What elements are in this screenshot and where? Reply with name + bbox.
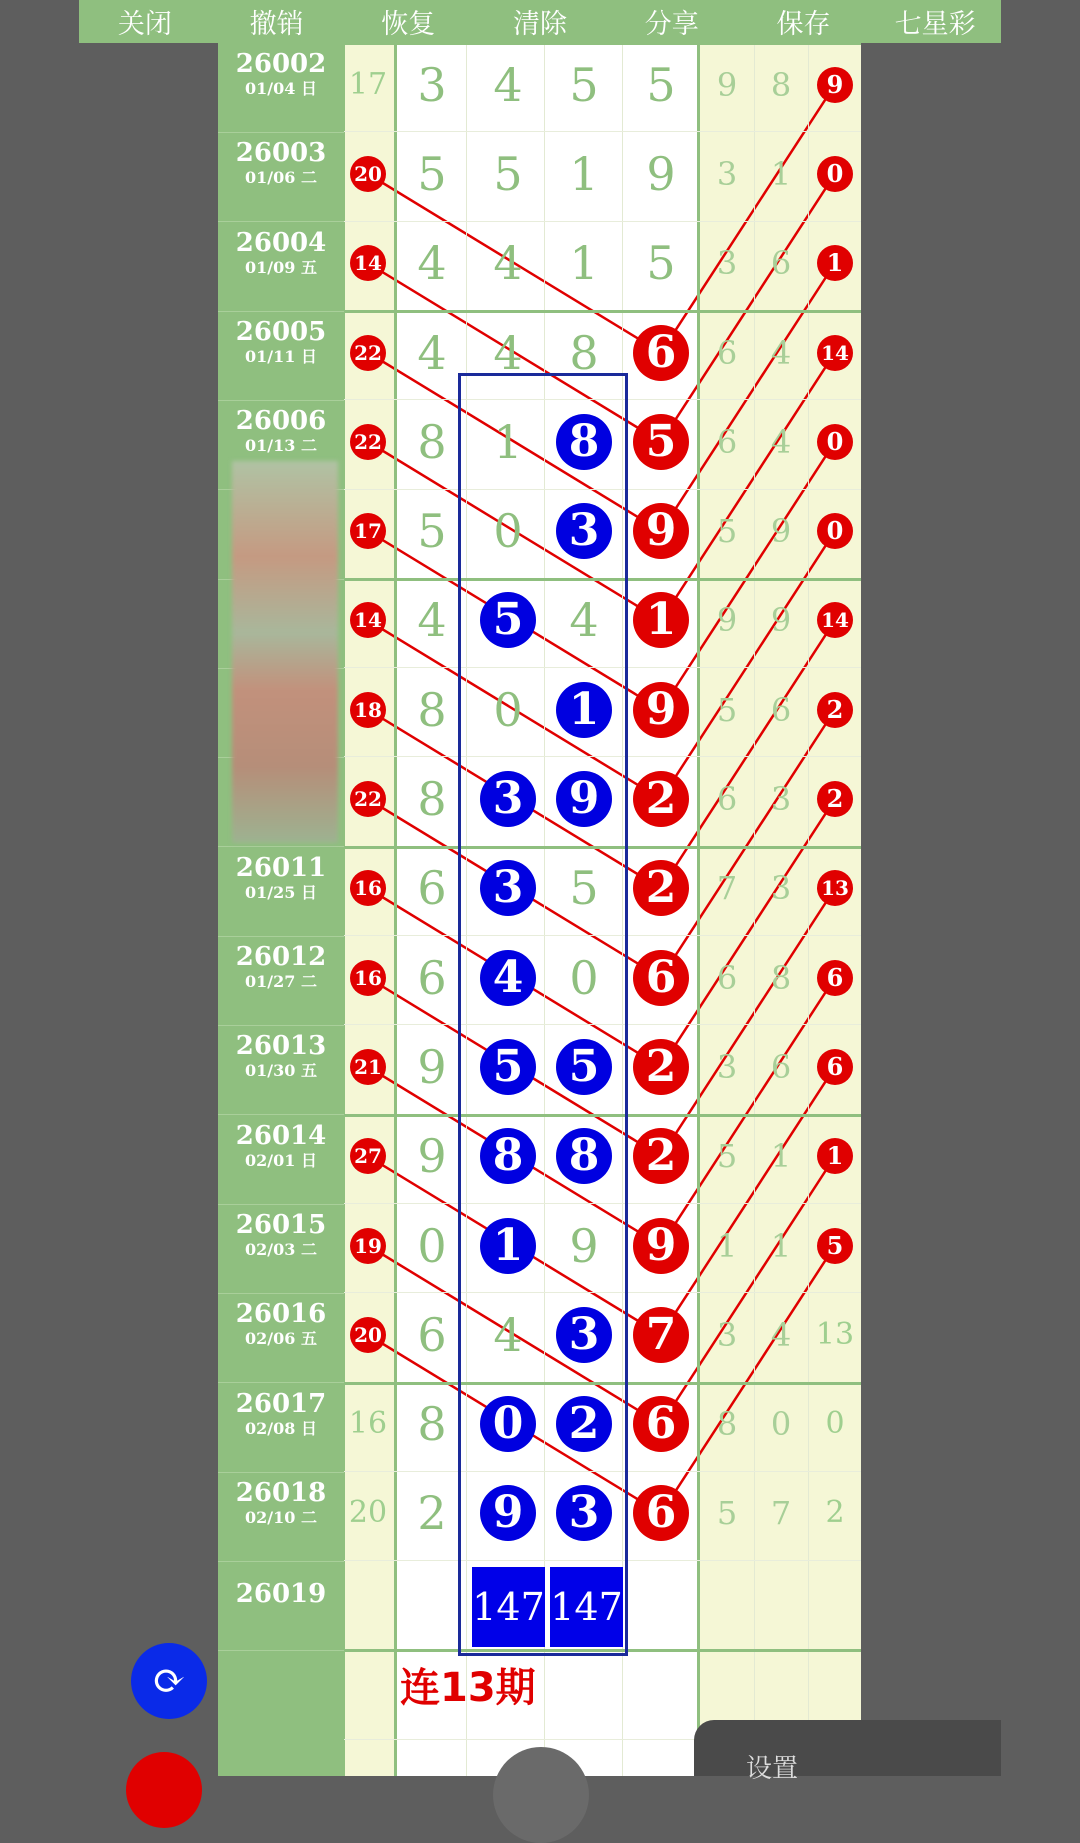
ball-last[interactable]: 6 bbox=[817, 960, 853, 996]
issue-cell bbox=[218, 311, 344, 401]
issue-number: 26012 bbox=[235, 942, 327, 972]
grid-hline bbox=[344, 131, 861, 132]
ball-d3[interactable]: 8 bbox=[556, 1128, 612, 1184]
ball-last[interactable]: 14 bbox=[817, 335, 853, 371]
cell-t1[interactable]: 6 bbox=[716, 958, 738, 997]
cell-d1[interactable]: 0 bbox=[417, 1218, 447, 1273]
close-button[interactable]: 关闭 bbox=[117, 9, 172, 40]
trend-chart[interactable] bbox=[218, 43, 861, 1776]
cell-t2[interactable]: 1 bbox=[770, 1226, 792, 1265]
cell-t1[interactable]: 9 bbox=[716, 65, 738, 104]
cell-t2[interactable]: 1 bbox=[770, 1137, 792, 1176]
ball-sum[interactable]: 20 bbox=[350, 156, 386, 192]
issue-date: 01/09 五 bbox=[245, 257, 317, 277]
cell-last[interactable]: 2 bbox=[825, 1495, 845, 1531]
cell-t2[interactable]: 9 bbox=[770, 512, 792, 551]
cell-t2[interactable]: 7 bbox=[770, 1494, 792, 1533]
cell-d1[interactable]: 5 bbox=[417, 504, 447, 559]
ball-d3[interactable]: 1 bbox=[556, 682, 612, 738]
ball-sum[interactable]: 16 bbox=[350, 870, 386, 906]
cell-t2[interactable]: 9 bbox=[770, 601, 792, 640]
issue-number: 26018 bbox=[235, 1477, 327, 1508]
ball-d4[interactable]: 6 bbox=[633, 1485, 689, 1541]
cell-t1[interactable]: 3 bbox=[716, 1315, 738, 1354]
ball-d4[interactable]: 6 bbox=[633, 950, 689, 1006]
ball-d3[interactable]: 3 bbox=[556, 503, 612, 559]
toolbar bbox=[79, 0, 1001, 43]
cell-t2[interactable]: 8 bbox=[770, 65, 792, 104]
issue-number: 26011 bbox=[235, 852, 327, 883]
cell-last[interactable]: 0 bbox=[825, 1406, 845, 1442]
blurred-region bbox=[232, 461, 338, 843]
ball-d4[interactable]: 7 bbox=[633, 1307, 689, 1363]
cell-last[interactable]: 13 bbox=[815, 1316, 855, 1352]
grid-hline bbox=[344, 42, 861, 45]
settings-label[interactable]: 设置 bbox=[746, 1754, 799, 1784]
cell-d1[interactable]: 2 bbox=[417, 1486, 447, 1541]
issue-number: 26006 bbox=[235, 406, 327, 437]
grid-hline bbox=[344, 221, 861, 222]
ball-d2[interactable]: 3 bbox=[480, 860, 536, 916]
cell-d1[interactable]: 8 bbox=[417, 1397, 447, 1452]
lottery-type-button[interactable]: 七星彩 bbox=[894, 9, 976, 40]
cell-t2[interactable]: 0 bbox=[770, 1405, 792, 1444]
cell-t1[interactable]: 3 bbox=[716, 1047, 738, 1086]
cell-d3[interactable]: 1 bbox=[569, 236, 599, 291]
cell-d3[interactable]: 1 bbox=[569, 146, 599, 201]
cell-t2[interactable]: 6 bbox=[770, 690, 792, 729]
issue-cell bbox=[218, 936, 344, 1026]
ball-d4[interactable]: 2 bbox=[633, 860, 689, 916]
cell-d1[interactable]: 6 bbox=[417, 1307, 447, 1362]
ball-d4[interactable]: 2 bbox=[633, 1039, 689, 1095]
cell-d1[interactable]: 6 bbox=[417, 861, 447, 916]
ball-d4[interactable]: 9 bbox=[633, 682, 689, 738]
issue-cell bbox=[218, 1472, 344, 1562]
ball-d4[interactable]: 2 bbox=[633, 771, 689, 827]
cell-d1[interactable]: 4 bbox=[417, 593, 447, 648]
cell-t1[interactable]: 6 bbox=[716, 422, 738, 461]
ball-sum[interactable]: 19 bbox=[350, 1228, 386, 1264]
cell-d3[interactable]: 8 bbox=[569, 325, 599, 380]
issue-number: 26019 bbox=[235, 1579, 327, 1610]
ball-sum[interactable]: 18 bbox=[350, 692, 386, 728]
issue-cell bbox=[218, 132, 344, 222]
ball-d3[interactable]: 2 bbox=[556, 1396, 612, 1452]
ball-sum[interactable]: 21 bbox=[350, 1049, 386, 1085]
undo-button[interactable]: 撤销 bbox=[249, 9, 304, 40]
ball-sum[interactable]: 14 bbox=[350, 602, 386, 638]
issue-date: 02/08 日 bbox=[245, 1418, 317, 1438]
ball-last[interactable]: 0 bbox=[817, 424, 853, 460]
ball-d3[interactable]: 3 bbox=[556, 1307, 612, 1363]
ball-last[interactable]: 2 bbox=[817, 781, 853, 817]
cell-d3[interactable]: 0 bbox=[569, 950, 599, 1005]
ball-d2[interactable]: 1 bbox=[480, 1218, 536, 1274]
ball-d2[interactable]: 4 bbox=[480, 950, 536, 1006]
cell-t1[interactable]: 3 bbox=[716, 244, 738, 283]
cell-d4[interactable]: 5 bbox=[646, 57, 676, 112]
ball-sum[interactable]: 17 bbox=[350, 513, 386, 549]
cell-d3[interactable]: 4 bbox=[569, 593, 599, 648]
cell-d3[interactable]: 5 bbox=[569, 861, 599, 916]
cell-d1[interactable]: 9 bbox=[417, 1039, 447, 1094]
ball-last[interactable]: 1 bbox=[817, 245, 853, 281]
ball-last[interactable]: 6 bbox=[817, 1049, 853, 1085]
cell-d2[interactable]: 4 bbox=[493, 236, 523, 291]
ball-d2[interactable]: 3 bbox=[480, 771, 536, 827]
cell-t1[interactable]: 5 bbox=[716, 690, 738, 729]
issue-date: 02/01 日 bbox=[245, 1150, 317, 1170]
issue-date: 01/30 五 bbox=[245, 1061, 317, 1081]
refresh-button[interactable]: ⟳ bbox=[131, 1643, 207, 1719]
cell-t2[interactable]: 8 bbox=[770, 958, 792, 997]
issue-number: 26017 bbox=[235, 1388, 327, 1419]
cell-d1[interactable]: 4 bbox=[417, 325, 447, 380]
ball-d4[interactable]: 9 bbox=[633, 1218, 689, 1274]
cell-d1[interactable]: 8 bbox=[417, 682, 447, 737]
ball-d3[interactable]: 8 bbox=[556, 414, 612, 470]
issue-date: 01/25 日 bbox=[245, 882, 317, 902]
issue-date: 01/27 二 bbox=[245, 972, 317, 991]
cell-d4[interactable]: 9 bbox=[646, 146, 676, 201]
cell-t1[interactable]: 6 bbox=[716, 780, 738, 819]
cell-t2[interactable]: 3 bbox=[770, 869, 792, 908]
cell-d2[interactable]: 5 bbox=[493, 146, 523, 201]
cell-t2[interactable]: 1 bbox=[770, 154, 792, 193]
cell-t1[interactable]: 5 bbox=[716, 1494, 738, 1533]
edit-button[interactable] bbox=[126, 1752, 202, 1828]
issue-number: 26014 bbox=[235, 1120, 327, 1151]
cell-t2[interactable]: 4 bbox=[770, 422, 792, 461]
cell-d2[interactable]: 1 bbox=[493, 414, 523, 469]
issue-cell bbox=[218, 1561, 344, 1651]
cell-t1[interactable]: 5 bbox=[716, 1137, 738, 1176]
ball-last[interactable]: 9 bbox=[817, 67, 853, 103]
ball-d4[interactable]: 5 bbox=[633, 414, 689, 470]
cell-d2[interactable]: 4 bbox=[493, 57, 523, 112]
ball-last[interactable]: 5 bbox=[817, 1228, 853, 1264]
prediction-cell-d2[interactable]: 147 bbox=[472, 1567, 545, 1647]
issue-number: 26003 bbox=[235, 138, 327, 169]
ball-sum[interactable]: 22 bbox=[350, 781, 386, 817]
issue-number: 26002 bbox=[235, 49, 327, 79]
cell-d1[interactable]: 5 bbox=[417, 146, 447, 201]
issue-cell bbox=[218, 1204, 344, 1294]
issue-number: 26004 bbox=[235, 227, 327, 258]
issue-cell bbox=[218, 1293, 344, 1383]
bottom-bar bbox=[694, 1720, 1001, 1784]
issue-number: 26015 bbox=[235, 1209, 327, 1240]
cell-t1[interactable]: 5 bbox=[716, 512, 738, 551]
ball-d2[interactable]: 5 bbox=[480, 592, 536, 648]
ball-last[interactable]: 0 bbox=[817, 513, 853, 549]
cell-d1[interactable]: 4 bbox=[417, 236, 447, 291]
ball-last[interactable]: 14 bbox=[817, 602, 853, 638]
cell-d1[interactable]: 3 bbox=[417, 57, 447, 112]
cell-d3[interactable]: 5 bbox=[569, 57, 599, 112]
cell-t1[interactable]: 7 bbox=[716, 869, 738, 908]
cell-sum[interactable]: 17 bbox=[348, 66, 388, 102]
cell-d2[interactable]: 0 bbox=[493, 682, 523, 737]
redo-button[interactable]: 恢复 bbox=[381, 9, 436, 40]
issue-date: 01/11 日 bbox=[245, 346, 317, 366]
issue-date: 02/10 二 bbox=[245, 1507, 317, 1527]
issue-cell bbox=[218, 1025, 344, 1115]
ball-d4[interactable]: 6 bbox=[633, 1396, 689, 1452]
issue-number: 26005 bbox=[235, 316, 327, 347]
cell-d2[interactable]: 0 bbox=[493, 504, 523, 559]
issue-date: 01/06 二 bbox=[245, 168, 317, 188]
highlight-box bbox=[458, 373, 628, 1656]
issue-number: 26016 bbox=[235, 1299, 327, 1330]
cell-d1[interactable]: 9 bbox=[417, 1129, 447, 1184]
streak-label: 连13期 bbox=[400, 1665, 536, 1712]
issue-cell bbox=[218, 847, 344, 937]
cell-t1[interactable]: 9 bbox=[716, 601, 738, 640]
ball-d3[interactable]: 3 bbox=[556, 1485, 612, 1541]
cell-sum[interactable]: 20 bbox=[348, 1495, 388, 1531]
ball-sum[interactable]: 16 bbox=[350, 960, 386, 996]
cell-d1[interactable]: 8 bbox=[417, 772, 447, 827]
ball-sum[interactable]: 27 bbox=[350, 1138, 386, 1174]
ball-d4[interactable]: 1 bbox=[633, 592, 689, 648]
issue-cell bbox=[218, 1115, 344, 1205]
cell-d2[interactable]: 4 bbox=[493, 325, 523, 380]
ball-last[interactable]: 1 bbox=[817, 1138, 853, 1174]
cell-t2[interactable]: 4 bbox=[770, 1315, 792, 1354]
home-button[interactable] bbox=[493, 1747, 589, 1843]
ball-d2[interactable]: 9 bbox=[480, 1485, 536, 1541]
ball-last[interactable]: 13 bbox=[817, 870, 853, 906]
clear-button[interactable]: 清除 bbox=[513, 9, 568, 40]
ball-last[interactable]: 0 bbox=[817, 156, 853, 192]
cell-t1[interactable]: 8 bbox=[716, 1405, 738, 1444]
issue-number: 26013 bbox=[235, 1031, 327, 1062]
cell-t1[interactable]: 3 bbox=[716, 154, 738, 193]
cell-sum[interactable]: 16 bbox=[348, 1406, 388, 1442]
ball-last[interactable]: 2 bbox=[817, 692, 853, 728]
cell-t1[interactable]: 6 bbox=[716, 333, 738, 372]
cell-d4[interactable]: 5 bbox=[646, 236, 676, 291]
cell-t2[interactable]: 6 bbox=[770, 1047, 792, 1086]
ball-d3[interactable]: 9 bbox=[556, 771, 612, 827]
ball-d4[interactable]: 2 bbox=[633, 1128, 689, 1184]
ball-d2[interactable]: 8 bbox=[480, 1128, 536, 1184]
cell-d3[interactable]: 9 bbox=[569, 1218, 599, 1273]
issue-cell bbox=[218, 43, 344, 133]
issue-date: 01/13 二 bbox=[245, 436, 317, 456]
ball-sum[interactable]: 22 bbox=[350, 335, 386, 371]
cell-t2[interactable]: 3 bbox=[770, 780, 792, 819]
ball-d3[interactable]: 5 bbox=[556, 1039, 612, 1095]
ball-sum[interactable]: 22 bbox=[350, 424, 386, 460]
issue-date: 01/04 日 bbox=[245, 79, 317, 98]
cell-t2[interactable]: 6 bbox=[770, 244, 792, 283]
cell-d1[interactable]: 8 bbox=[417, 414, 447, 469]
issue-cell bbox=[218, 222, 344, 312]
grid-hline bbox=[344, 310, 861, 313]
issue-cell bbox=[218, 1383, 344, 1473]
ball-d4[interactable]: 6 bbox=[633, 325, 689, 381]
cell-d1[interactable]: 6 bbox=[417, 950, 447, 1005]
cell-t2[interactable]: 4 bbox=[770, 333, 792, 372]
issue-date: 02/03 二 bbox=[245, 1239, 317, 1259]
ball-d4[interactable]: 9 bbox=[633, 503, 689, 559]
issue-date: 02/06 五 bbox=[245, 1329, 317, 1349]
ball-sum[interactable]: 20 bbox=[350, 1317, 386, 1353]
cell-t1[interactable]: 1 bbox=[716, 1226, 738, 1265]
ball-d2[interactable]: 5 bbox=[480, 1039, 536, 1095]
ball-d2[interactable]: 0 bbox=[480, 1396, 536, 1452]
share-button[interactable]: 分享 bbox=[644, 9, 699, 40]
cell-d2[interactable]: 4 bbox=[493, 1307, 523, 1362]
prediction-cell-d3[interactable]: 147 bbox=[550, 1567, 623, 1647]
ball-sum[interactable]: 14 bbox=[350, 245, 386, 281]
save-button[interactable]: 保存 bbox=[776, 9, 831, 40]
